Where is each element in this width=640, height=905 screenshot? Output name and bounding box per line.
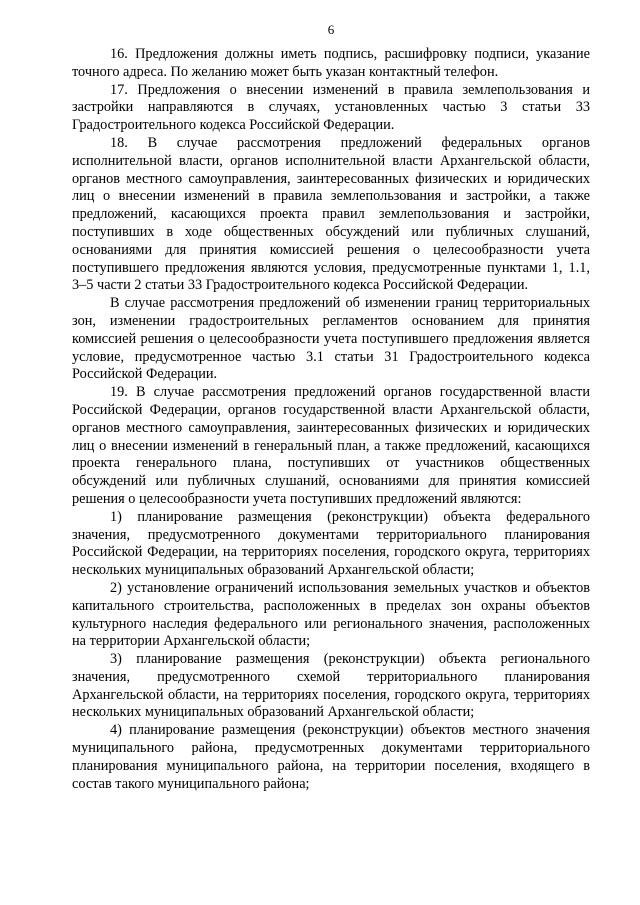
paragraph-16: 16. Предложения должны иметь подпись, расшифровку подписи, указание точного адреса. По желанию может быть указан контактный телефон. bbox=[72, 46, 590, 80]
page-number: 6 bbox=[327, 22, 335, 37]
paragraph-19: 19. В случае рассмотрения предложений органов государственной власти Российской Федерации, органов государственной власти Архангельской области, органов местного самоуправления, заинтересованных физических и юридических лиц о внесении изменений в генеральный план, а также предложений, касающихся проекта генерального плана, поступивших от участников общественных обсуждений или публичных слушаний, основаниями для принятия комиссией решения о целесообразности учета поступивших предложений являются: bbox=[72, 384, 590, 507]
paragraph-17: 17. Предложения о внесении изменений в правила землепользования и застройки направляются в случаях, установленных частью 3 статьи 33 Градостроительного кодекса Российской Федерации. bbox=[72, 81, 590, 134]
list-item-4: 4) планирование размещения (реконструкции) объектов местного значения муниципального района, предусмотренных документами территориального планирования муниципального района, на территории поселения, входящего в состав такого муниципального района; bbox=[72, 722, 590, 792]
list-item-2: 2) установление ограничений использования земельных участков и объектов капитального строительства, расположенных в пределах зон охраны объектов культурного наследия федерального или регионального значения, расположенных на территории Архангельской области; bbox=[72, 579, 590, 650]
list-item-3: 3) планирование размещения (реконструкции) объекта регионального значения, предусмотренного схемой территориального планирования Архангельской области, на территориях поселения, городского округа, территориях нескольких муниципальных образований Архангельской области; bbox=[72, 651, 590, 721]
list-item-1: 1) планирование размещения (реконструкции) объекта федерального значения, предусмотренного документами территориального планирования Российской Федерации, на территориях поселения, городского округа, территориях нескольких муниципальных образований Архангельской области; bbox=[72, 508, 590, 579]
paragraph-18-continued: В случае рассмотрения предложений об изменении границ территориальных зон, изменении градостроительных регламентов основанием для принятия комиссией решения о целесообразности учета поступившего предложения является условие, предусмотренное частью 3.1 статьи 31 Градостроительного кодекса Российской Федерации. bbox=[72, 295, 590, 383]
document-body bbox=[72, 46, 590, 793]
paragraph-18: 18. В случае рассмотрения предложений федеральных органов исполнительной власти, органов исполнительной власти Архангельской области, органов местного самоуправления, заинтересованных физических и юридических лиц о внесении изменений в правила землепользования и застройки, а также предложений, касающихся проекта правил землепользования и застройки, поступивших в ходе общественных обсуждений или публичных слушаний, основаниями для принятия комиссией решения о целесообразности учета поступившего предложения являются условия, предусмотренные пунктами 1, 1.1, 3–5 части 2 статьи 33 Градостроительного кодекса Российской Федерации. bbox=[72, 134, 590, 294]
